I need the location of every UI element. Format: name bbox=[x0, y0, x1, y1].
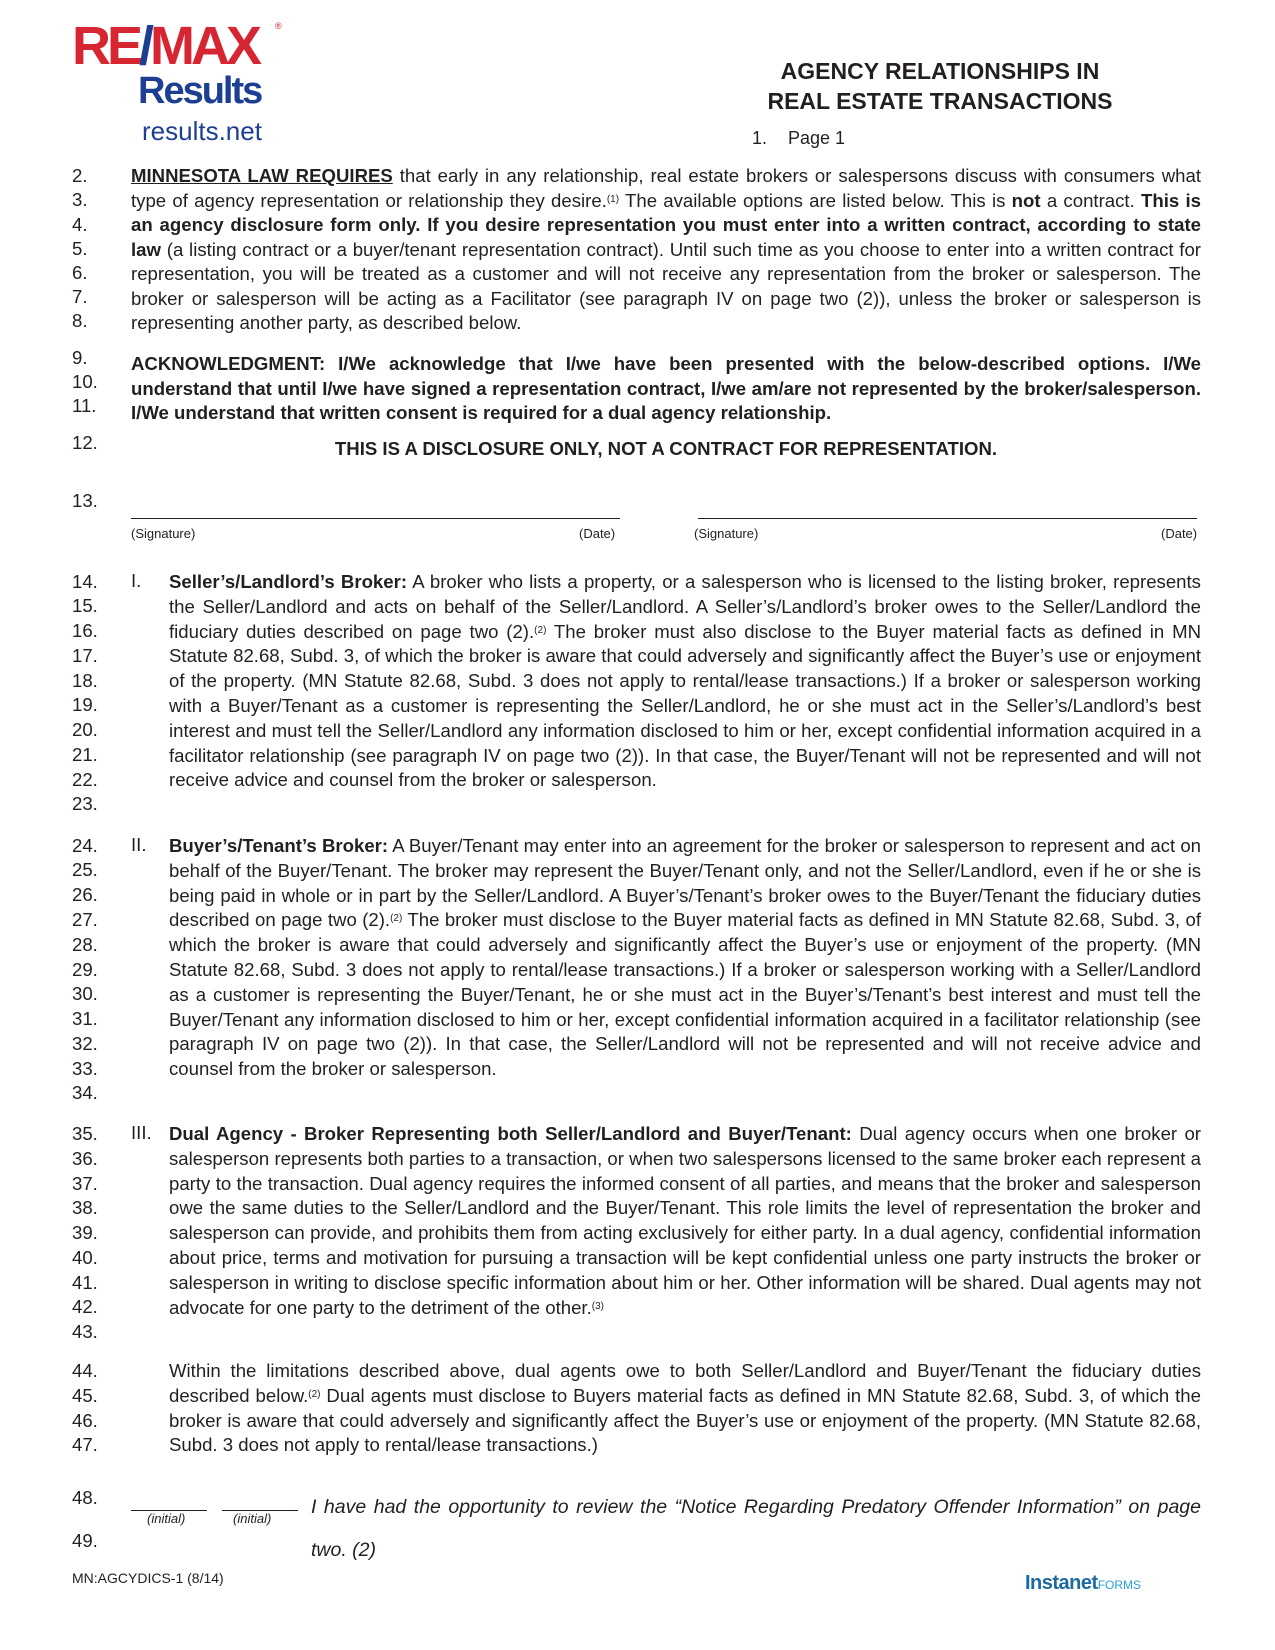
initial-label-2: (initial) bbox=[233, 1511, 272, 1526]
section-2-numeral: II. bbox=[131, 834, 147, 855]
signature-line-2[interactable] bbox=[698, 518, 1197, 519]
section-2-buyers-broker: Buyer’s/Tenant’s Broker: A Buyer/Tenant may enter into an agreement for the broker or salesperson to represent and act on behalf of the Buyer/Tenant. The broker may represent the Buyer/Tenant only, and not the Seller/Landlord, even if he or she is being paid in whole or in part by the Seller/Landlord. A Buyer’s/Tenant’s broker owes to the Buyer/Tenant the fiduciary duties described on page two (2).$^{(2)}$ The broker must disclose to the Buyer material facts as defined in MN Statute 82.68, Subd. 3, of which the broker is aware that could adversely and significantly affect the Buyer’s use or enjoyment of the property. (MN Statute 82.68, Subd. 3 does not apply to rental/lease transactions.) If a broker or salesperson working with a Seller/Landlord as a customer is representing the Buyer/Tenant, he or she must act in the Buyer’s/Tenant’s best interest and must tell the Buyer/Tenant any information disclosed to him or her, except confidential information acquired in a facilitator relationship (see paragraph IV on page two (2)). In that case, the Seller/Landlord will not be represented and will not receive advice and counsel from the broker or salesperson. bbox=[169, 835, 1201, 1080]
section-3-numeral: III. bbox=[131, 1122, 152, 1143]
line-number: 16. bbox=[72, 620, 98, 641]
line-number: 6. bbox=[72, 262, 88, 283]
line-number: 5. bbox=[72, 238, 88, 259]
line-number: 21. bbox=[72, 744, 98, 765]
line-number: 45. bbox=[72, 1385, 98, 1406]
line-number: 15. bbox=[72, 595, 98, 616]
signature-label-1: (Signature) bbox=[131, 526, 196, 541]
line-number: 27. bbox=[72, 909, 98, 930]
section-1-numeral: I. bbox=[131, 570, 142, 591]
document-title: AGENCY RELATIONSHIPS IN REAL ESTATE TRANSACTIONS bbox=[767, 58, 1113, 114]
remax-wordmark: RE/MAX bbox=[72, 16, 259, 76]
line-number: 48. bbox=[72, 1487, 98, 1508]
line-number: 40. bbox=[72, 1247, 98, 1268]
registered-mark: ® bbox=[275, 21, 282, 31]
section-1-sellers-broker: Seller’s/Landlord’s Broker: A broker who lists a property, or a salesperson who is licensed to the listing broker, represents the Seller/Landlord and acts on behalf of the Seller/Landlord. A Seller’s/Landlord’s broker owes to the Seller/Landlord the fiduciary duties described on page two (2).$^{(2)}$ The broker must also disclose to the Buyer material facts as defined in MN Statute 82.68, Subd. 3, of which the broker is aware that could adversely and significantly affect the Buyer’s use or enjoyment of the property. (MN Statute 82.68, Subd. 3 does not apply to rental/lease transactions.) If a broker or salesperson working with a Buyer/Tenant as a customer is representing the Seller/Landlord, he or she must act in the Seller’s/Landlord’s best interest and must tell the Seller/Landlord any information disclosed to him or her, except confidential information acquired in a facilitator relationship (see paragraph IV on page two (2)). In that case, the Buyer/Tenant will not be represented and will not receive advice and counsel from the broker or salesperson. bbox=[169, 571, 1201, 791]
line-number: 32. bbox=[72, 1033, 98, 1054]
logo-website: results.net bbox=[142, 116, 262, 146]
line-number: 38. bbox=[72, 1197, 98, 1218]
results-wordmark: Results bbox=[138, 70, 262, 112]
section-3-dual-agency-duties: Within the limitations described above, dual agents owe to both Seller/Landlord and Buyer/Tenant the fiduciary duties described below.$^{(2)}$ Dual agents must disclose to Buyers material facts as defined in MN Statute 82.68, Subd. 3, of which the broker is aware that could adversely and significantly affect the Buyer’s use or enjoyment of the property. (MN Statute 82.68, Subd. 3 does not apply to rental/lease transactions.) bbox=[169, 1360, 1201, 1456]
line-number: 7. bbox=[72, 286, 88, 307]
remax-results-logo bbox=[72, 18, 287, 148]
line-number: 49. bbox=[72, 1530, 98, 1551]
line-number: 13. bbox=[72, 490, 98, 511]
signature-line-1[interactable] bbox=[131, 518, 620, 519]
initial-label-1: (initial) bbox=[147, 1511, 186, 1526]
line-number: 30. bbox=[72, 983, 98, 1004]
line-number: 20. bbox=[72, 719, 98, 740]
line-number: 17. bbox=[72, 645, 98, 666]
line-number: 10. bbox=[72, 371, 98, 392]
page-indicator: 1. Page 1 bbox=[752, 128, 846, 148]
date-label-1: (Date) bbox=[579, 526, 616, 541]
line-number: 36. bbox=[72, 1148, 98, 1169]
acknowledgment-paragraph: ACKNOWLEDGMENT: I/We acknowledge that I/we have been presented with the below-described options. I/We understand that until I/we have signed a representation contract, I/we am/are not represented by the broker/salesperson. I/We understand that written consent is required for a dual agency relationship. bbox=[131, 353, 1201, 423]
line-number: 42. bbox=[72, 1296, 98, 1317]
date-label-2: (Date) bbox=[1161, 526, 1198, 541]
line-number: 25. bbox=[72, 859, 98, 880]
instanet-forms-logo: InstanetFORMS bbox=[1025, 1572, 1142, 1594]
predatory-offender-acknowledgment: I have had the opportunity to review the “Notice Regarding Predatory Offender Information” on page two. (2) bbox=[311, 1496, 1201, 1561]
signature-label-2: (Signature) bbox=[694, 526, 759, 541]
line-number: 46. bbox=[72, 1410, 98, 1431]
line-number: 31. bbox=[72, 1008, 98, 1029]
line-number: 2. bbox=[72, 165, 88, 186]
line-number: 19. bbox=[72, 694, 98, 715]
line-number: 3. bbox=[72, 189, 88, 210]
line-number: 4. bbox=[72, 214, 88, 235]
line-number: 23. bbox=[72, 793, 98, 814]
line-number: 41. bbox=[72, 1272, 98, 1293]
line-number: 34. bbox=[72, 1082, 98, 1103]
line-number: 18. bbox=[72, 670, 98, 691]
line-number: 43. bbox=[72, 1321, 98, 1342]
line-number: 33. bbox=[72, 1058, 98, 1079]
line-number: 9. bbox=[72, 347, 88, 368]
line-number: 14. bbox=[72, 571, 98, 592]
disclosure-only-notice: THIS IS A DISCLOSURE ONLY, NOT A CONTRACT FOR REPRESENTATION. bbox=[334, 438, 998, 459]
line-number: 11. bbox=[72, 395, 97, 416]
line-number: 35. bbox=[72, 1123, 98, 1144]
section-3-dual-agency: Dual Agency - Broker Representing both Seller/Landlord and Buyer/Tenant: Dual agency occurs when one broker or salesperson represents both parties to a transaction, or when two salespersons licensed to the same broker each represent a party to the transaction. Dual agency requires the informed consent of all parties, and means that the broker and salesperson owe the same duties to the Seller/Landlord and the Buyer/Tenant. This role limits the level of representation the broker and salesperson can provide, and prohibits them from acting exclusively for either party. In a dual agency, confidential information about price, terms and motivation for pursuing a transaction will be kept confidential unless one party instructs the broker or salesperson in writing to disclose specific information about him or her. Other information will be shared. Dual agents may not advocate for one party to the detriment of the other.$^{(3)}$ bbox=[169, 1123, 1201, 1318]
line-number: 29. bbox=[72, 959, 98, 980]
line-number: 26. bbox=[72, 884, 98, 905]
law-heading: MINNESOTA LAW REQUIRES bbox=[131, 165, 393, 186]
line-number: 22. bbox=[72, 769, 98, 790]
line-number: 37. bbox=[72, 1173, 98, 1194]
line-number: 39. bbox=[72, 1222, 98, 1243]
line-number: 8. bbox=[72, 310, 88, 331]
line-number: 12. bbox=[72, 432, 98, 453]
line-number: 44. bbox=[72, 1360, 98, 1381]
line-number: 28. bbox=[72, 934, 98, 955]
form-code: MN:AGCYDICS-1 (8/14) bbox=[72, 1570, 224, 1586]
line-number: 47. bbox=[72, 1434, 98, 1455]
line-number: 24. bbox=[72, 835, 98, 856]
intro-paragraph: MINNESOTA LAW REQUIRES that early in any relationship, real estate brokers or salespersons discuss with consumers what type of agency representation or relationship they desire.$^{(1)}$ The available options are listed below. This is not a contract. This is an agency disclosure form only. If you desire representation you must enter into a written contract, according to state law (a listing contract or a buyer/tenant representation contract). Until such time as you choose to enter into a written contract for representation, you will be treated as a customer and will not receive any representation from the broker or salesperson. The broker or salesperson will be acting as a Facilitator (see paragraph IV on page two (2)), unless the broker or salesperson is representing another party, as described below. bbox=[131, 165, 1201, 333]
